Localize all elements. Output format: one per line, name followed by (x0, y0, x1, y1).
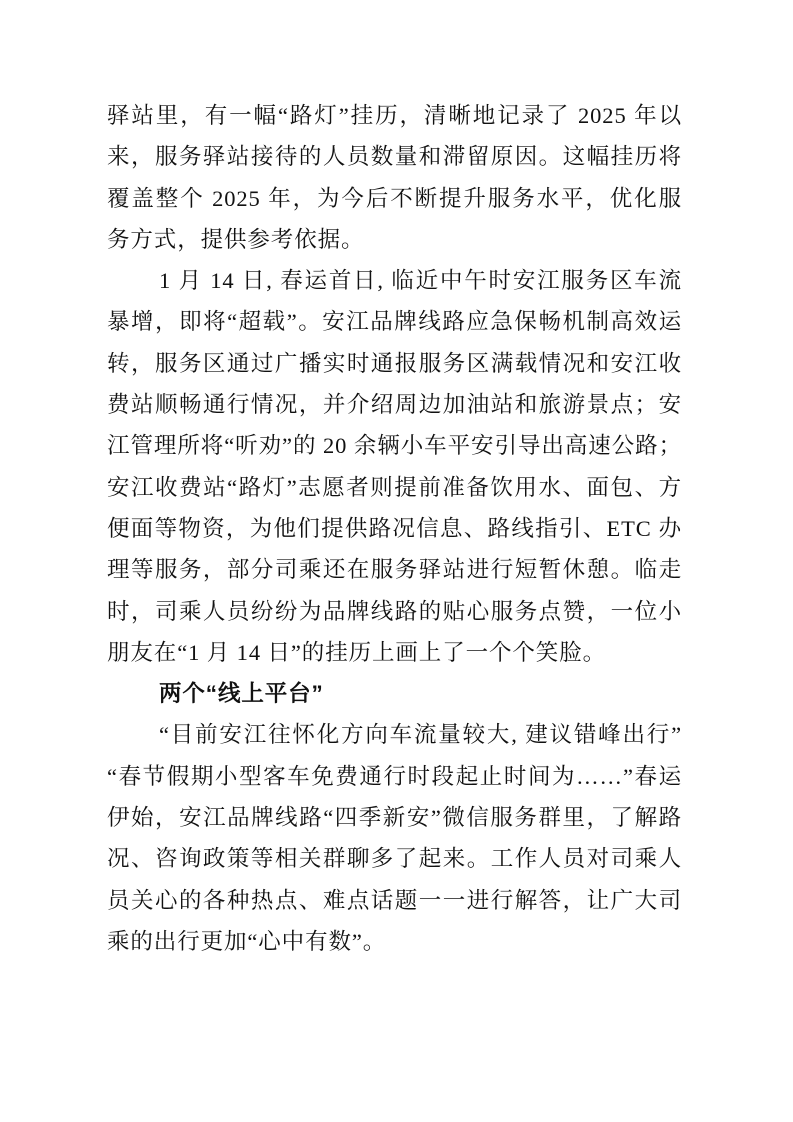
section-heading-online-platforms: 两个“线上平台” (159, 681, 324, 707)
paragraph-spring-festival-day: 1 月 14 日, 春运首日, 临近中午时安江服务区车流暴增，即将“超载”。安江品牌线路应急保畅机制高效运转，服务区通过广播实时通报服务区满载情况和安江收费站顺畅通行情况，并介绍周边加油站和旅游景点；安江管理所将“听劝”的 20 余辆小车平安引导出高速公路；安江收费站“路灯”志愿者则提前准备饮用水、面包、方便面等物资，为他们提供路况信息、路线指引、ETC 办理等服务，部分司乘还在服务驿站进行短暂休憩。临走时，司乘人员纷纷为品牌线路的贴心服务点赞，一位小朋友在“1 月 14 日”的挂历上画上了一个个笑脸。 (107, 268, 682, 665)
paragraph-continuation: 驿站里，有一幅“路灯”挂历，清晰地记录了 2025 年以来，服务驿站接待的人员数量和滞留原因。这幅挂历将覆盖整个 2025 年，为今后不断提升服务水平，优化服务方式，提供参考依据。 (107, 103, 682, 252)
paragraph-wechat-service-group: “目前安江往怀化方向车流量较大, 建议错峰出行”“春节假期小型客车免费通行时段起止时间为……”春运伊始，安江品牌线路“四季新安”微信服务群里，了解路况、咨询政策等相关群聊多了起来。工作人员对司乘人员关心的各种热点、难点话题一一进行解答，让广大司乘的出行更加“心中有数”。 (107, 722, 682, 954)
